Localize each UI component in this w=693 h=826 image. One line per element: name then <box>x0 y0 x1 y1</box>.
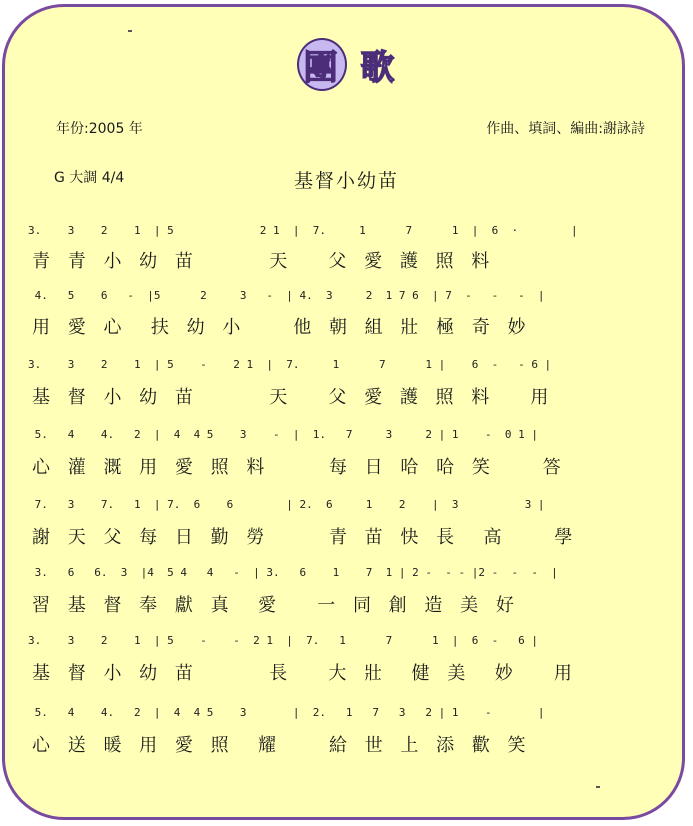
lyrics-line: 謝 天 父 每 日 勤 勞 青 苗 快 長 高 學 <box>32 527 579 548</box>
notation-line: 3. 3 2 1 | 5 2 1 | 7. 1 7 1 | 6 · | <box>28 224 578 237</box>
notation-line: 4. 5 6 - |5 2 3 - | 4. 3 2 1 7 6 | 7 - - - | <box>28 289 545 302</box>
page-title <box>0 38 693 91</box>
song-title: 基督小幼苗 <box>293 170 399 192</box>
notation-line: 3. 3 2 1 | 5 - 2 1 | 7. 1 7 1 | 6 - - 6 | <box>28 358 552 371</box>
scan-speck <box>596 786 600 788</box>
title-badge: 團 <box>297 38 347 91</box>
lyrics-line: 習 基 督 奉 獻 真 愛 一 同 創 造 美 好 <box>32 595 520 616</box>
title-text: 歌 <box>360 48 397 88</box>
credits-label: 作曲、填詞、編曲:謝詠詩 <box>486 121 645 137</box>
lyrics-line: 心 送 暖 用 愛 照 耀 給 世 上 添 歡 笑 <box>32 735 532 756</box>
lyrics-line: 心 灌 溉 用 愛 照 料 每 日 哈 哈 笑 答 <box>32 457 567 478</box>
year-label: 年份:2005 年 <box>56 121 143 137</box>
notation-line: 3. 6 6. 3 |4 5 4 4 - | 3. 6 1 7 1 | 2 - - - |2 - - - | <box>28 566 558 579</box>
lyrics-line: 青 青 小 幼 苗 天 父 愛 護 照 料 <box>32 251 496 272</box>
lyrics-line: 基 督 小 幼 苗 長 大 壯 健 美 妙 用 <box>32 663 578 684</box>
lyrics-line: 用 愛 心 扶 幼 小 他 朝 組 壯 極 奇 妙 <box>32 317 532 338</box>
scan-speck <box>128 30 132 32</box>
notation-line: 5. 4 4. 2 | 4 4 5 3 - | 1. 7 3 2 | 1 - 0 1 | <box>28 428 538 441</box>
notation-line: 3. 3 2 1 | 5 - - 2 1 | 7. 1 7 1 | 6 - 6 | <box>28 634 538 647</box>
notation-line: 7. 3 7. 1 | 7. 6 6 | 2. 6 1 2 | 3 3 | <box>28 498 545 511</box>
notation-line: 5. 4 4. 2 | 4 4 5 3 | 2. 1 7 3 2 | 1 - | <box>28 706 545 719</box>
key-signature: G 大調 4/4 <box>54 170 125 186</box>
lyrics-line: 基 督 小 幼 苗 天 父 愛 護 照 料 用 <box>32 387 555 408</box>
